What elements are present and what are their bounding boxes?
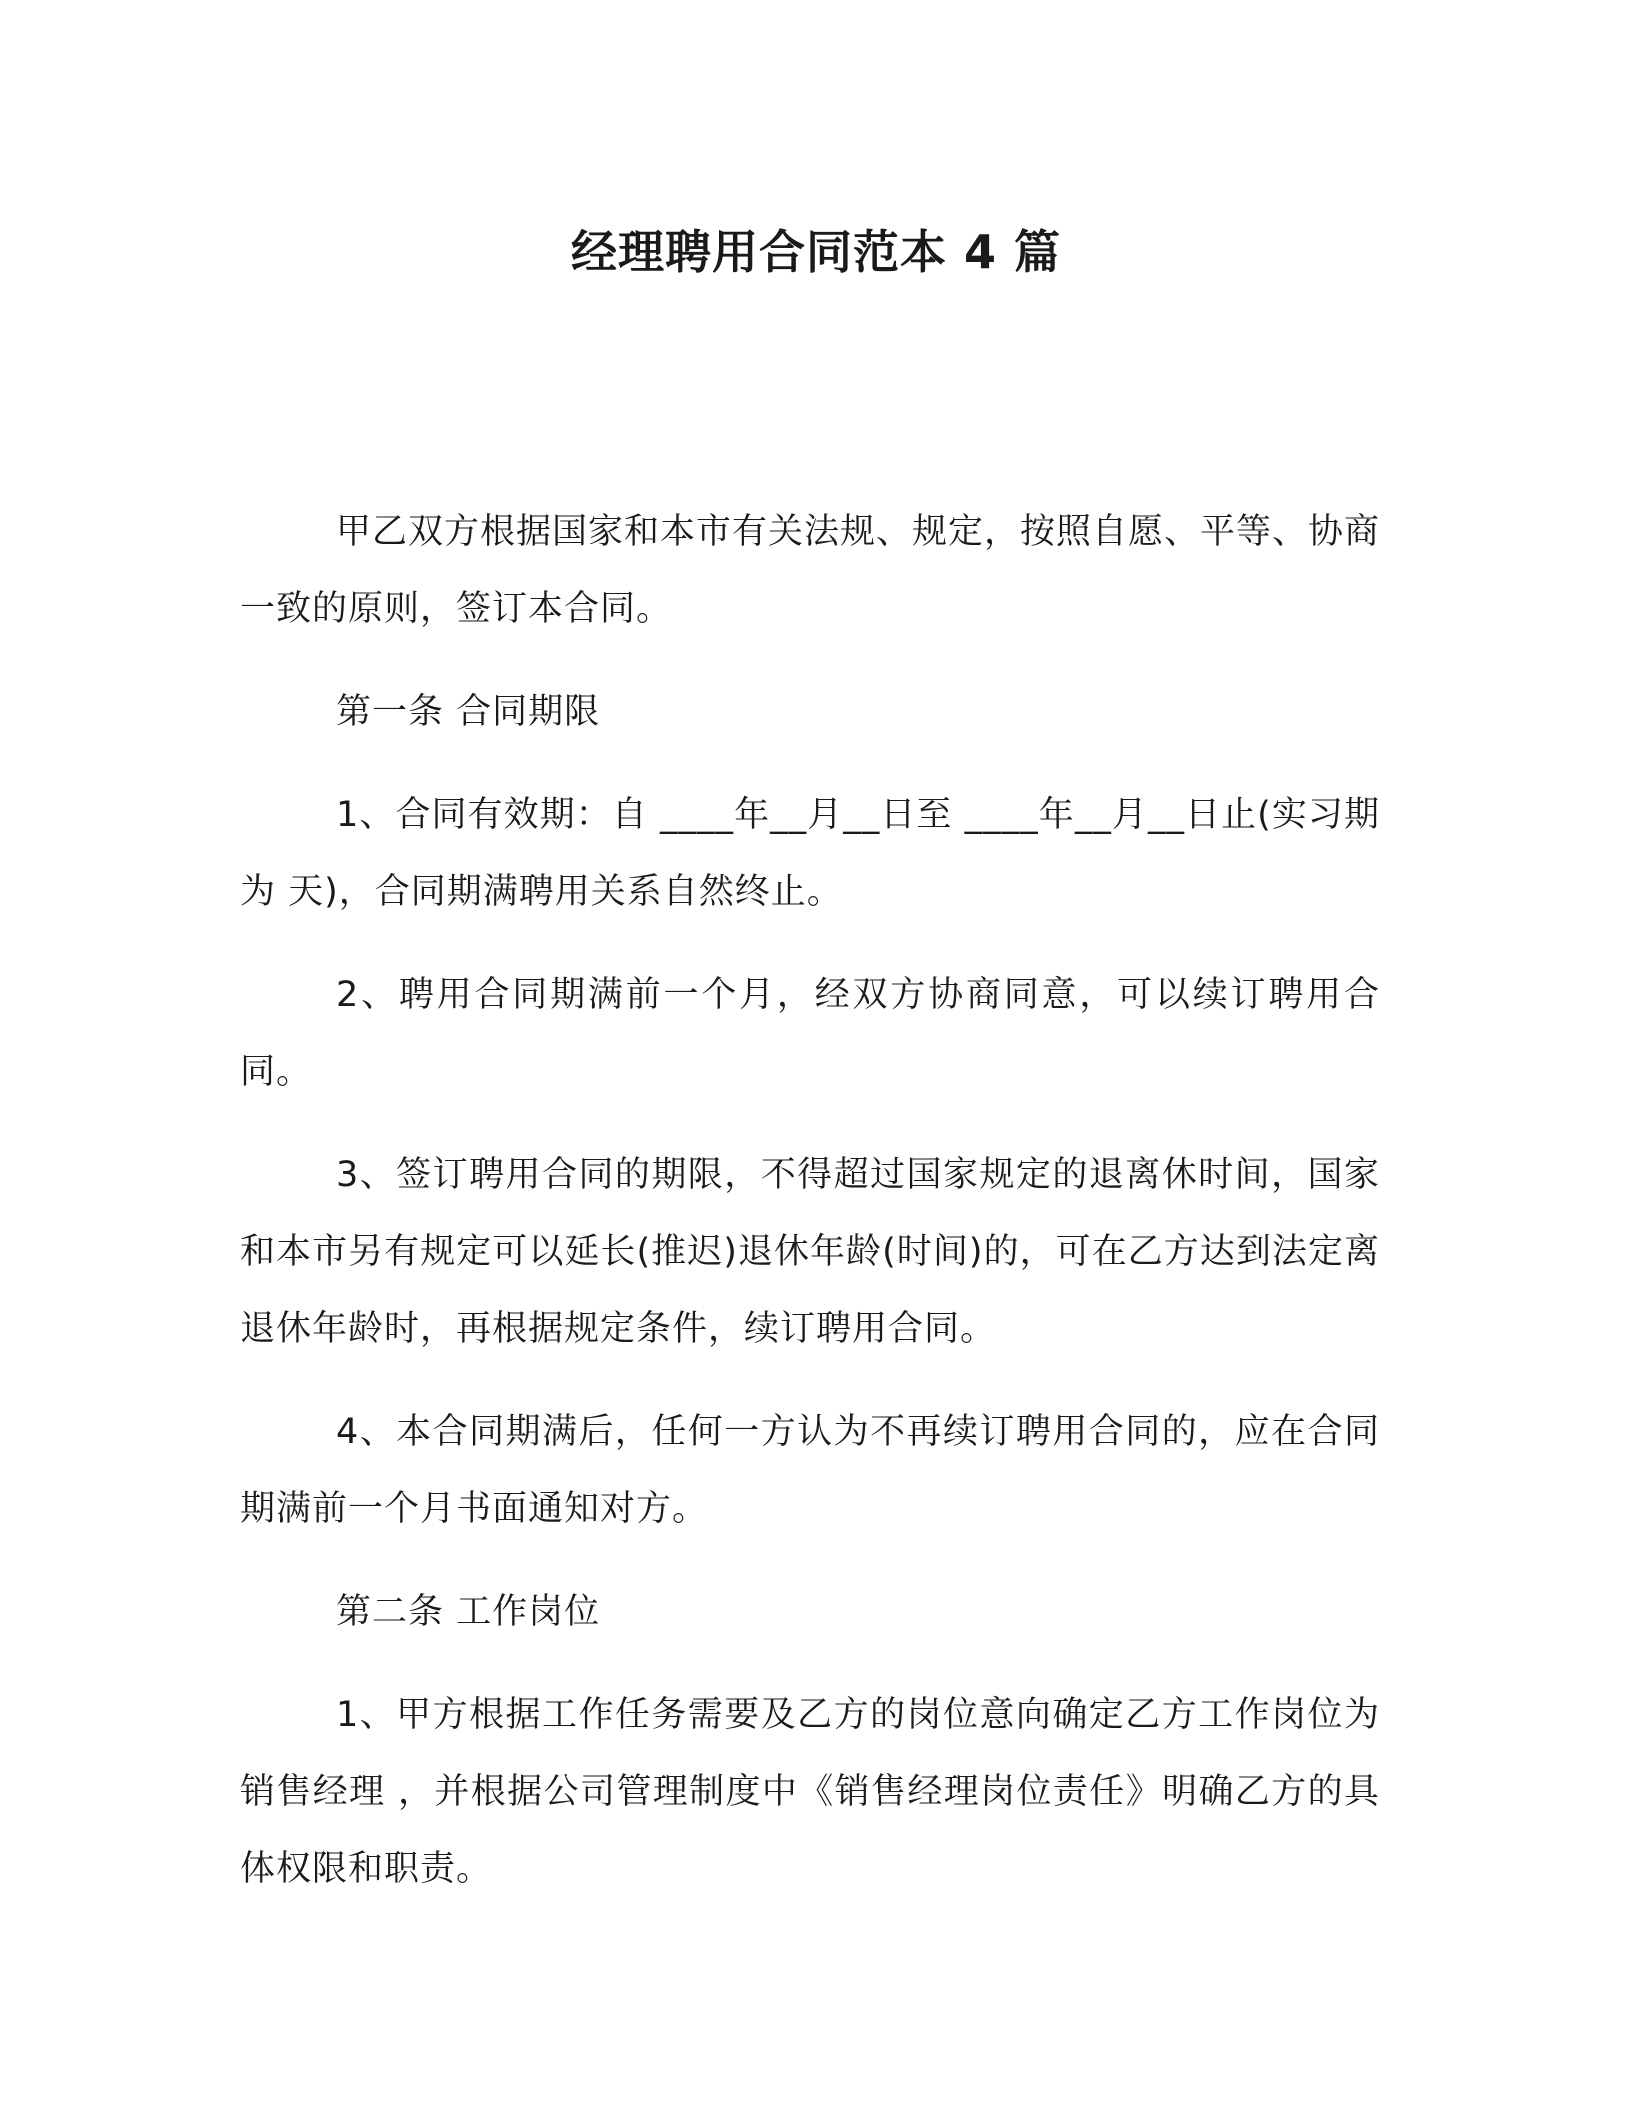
article-1-clause-3: 3、签订聘用合同的期限，不得超过国家规定的退离休时间，国家和本市另有规定可以延长(推迟)退休年龄(时间)的，可在乙方达到法定离退休年龄时，再根据规定条件，续订聘用合同。: [240, 1155, 1380, 1349]
article-1-heading: 第一条 合同期限: [336, 692, 601, 732]
document-title: 经理聘用合同范本 4 篇: [570, 225, 1062, 279]
article-1-clause-2: 2、聘用合同期满前一个月，经双方协商同意，可以续订聘用合同。: [240, 975, 1380, 1092]
article-1-clause-1: 1、合同有效期：自 ____年__月__日至 ____年__月__日止(实习期为 天)，合同期满聘用关系自然终止。: [240, 795, 1380, 912]
preamble-paragraph: 甲乙双方根据国家和本市有关法规、规定，按照自愿、平等、协商一致的原则，签订本合同。: [240, 512, 1381, 629]
article-2-clause-1: 1、甲方根据工作任务需要及乙方的岗位意向确定乙方工作岗位为 销售经理 ，并根据公司管理制度中《销售经理岗位责任》明确乙方的具体权限和职责。: [240, 1695, 1380, 1889]
article-2-heading: 第二条 工作岗位: [336, 1592, 601, 1632]
article-1-clause-4: 4、本合同期满后，任何一方认为不再续订聘用合同的，应在合同期满前一个月书面通知对方。: [240, 1412, 1380, 1529]
document-body: [240, 494, 1380, 1934]
